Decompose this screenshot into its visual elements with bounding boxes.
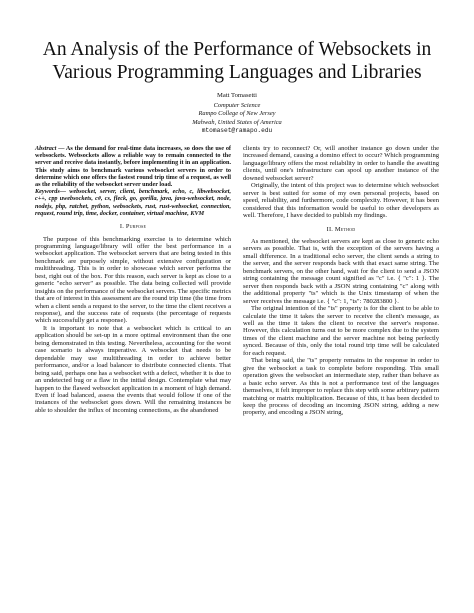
affiliation-location: Mahwah, United States of America	[192, 118, 282, 126]
paragraph: As mentioned, the websocket servers are kept as close to generic echo servers as possible. That is, with the exception of the servers having a small difference. In a traditional echo server, the client sends a string to the server, and the server responds back with that exact same string. The benchmark servers, on the other hand, wait for the client to send a JSON string containing the message count signified as "c" i.e. { "c": 1 }. The server then responds back with a JSON string containing "c" along with the additional property "ts" which is the Unix timestamp of when the server receives the message i.e. { "c": 1, "ts": 780283800 }.	[243, 238, 439, 305]
paragraph: Originally, the intent of this project was to determine which websocket server is best suited for some of my own personal projects, based on speed, reliability, and furthermore, code complexity. However, it has been considered that this information would be useful to other developers as well. Therefore, I have decided to publish my findings.	[243, 182, 439, 220]
paragraph: The purpose of this benchmarking exercise is to determine which programming language/library will offer the best performance in a websocket application. The websocket servers that are being tested in this benchmark are purposely simple, without extensive configuration or multithreading. This is in order to showcase which server performs the best, right out of the box. For this reason, each server is kept as close to a generic "echo server" as possible. The data being collected will provide insights on the performance of the websocket servers. The specific metrics that are of interest in this assessment are the round trip time (the time from when a client sends a request to the server, to the time the client receives a response), and the success rate of requests (the percentage of requests which successfully get a response).	[35, 235, 231, 325]
abstract	[35, 145, 231, 188]
section-number: I.	[119, 223, 126, 231]
keywords-lead: Keywords	[35, 188, 60, 196]
right-column	[243, 145, 439, 417]
author-email: mtomaset@ramapo.edu	[201, 126, 273, 134]
section-heading-purpose	[35, 223, 231, 230]
paragraph: clients try to reconnect? Or, will another instance go down under the increased demand, causing a domino effect to occur? Which programming language/library offers the most reliability in order to handle the awaiting clients, until one's infrastructure can spool up another instance of the downed websocket server?	[243, 145, 439, 182]
author-block	[35, 92, 439, 135]
keywords-text: — websocket, server, client, benchmark, echo, c, libwebsocket, c++, cpp uwebsockets, c#, cs, fleck, go, gorilla, java, java-websocket, node, nodejs, php, ratchet, python, websockets, rust, rust-websocket, connection, request, round trip, time, docker, container, virtual machine, KVM	[35, 188, 231, 217]
paper-title	[35, 38, 439, 84]
affiliation-college: Rampo College of New Jersey	[198, 110, 276, 118]
abstract-lead: Abstract	[35, 145, 57, 153]
section-heading-method	[243, 226, 439, 233]
left-column	[35, 145, 231, 417]
paragraph: The original intention of the "ts" property is for the client to be able to calculate the time it takes the server to receive the client's message, as well as the time it takes the client to receive the server's response. However, this calculation turns out to be more complex due to the system times of the client machine and the server machine not being perfectly synced. Because of this, only the total round trip time will be calculated for each request.	[243, 305, 439, 357]
two-column-body	[35, 145, 439, 417]
abstract-text: — As the demand for real-time data increases, so does the use of websockets. Websockets allow a reliable way to remain connected to the server and receive data instantly, before implementing it in an application. This study aims to benchmark various websocket servers in order to determine which one offers the fastest round trip time of a request, as well as the reliability of the websocket server under load.	[35, 145, 231, 189]
title-line-1: An Analysis of the Performance of Websockets in	[42, 39, 432, 60]
section-number: II.	[326, 225, 335, 233]
affiliation-dept: Computer Science	[213, 102, 261, 110]
paragraph: It is important to note that a websocket which is critical to an application should be set-up in a more optimal environment than the one being demonstrated in this testing. Nevertheless, accounting for the worst case scenario is always imperative. A websocket that needs to be dependable may use multithreading in order to achieve better performance, and/or a load balancer to distribute connected clients. That being said, perhaps one has a websocket with a defect, whether it is due to an undetected bug or a flaw in the initial design. Contemplate what may happen to the flawed websocket application in a moment of high demand. Even if load balanced, assess the events that would follow if one of the instances of the websocket goes down. Will the remaining instances be able to shoulder the influx of incoming connections, as the abandoned	[35, 324, 231, 414]
title-line-2: Various Programming Languages and Libraries	[52, 62, 422, 83]
section-title: Purpose	[125, 223, 147, 231]
section-title: Method	[334, 225, 356, 233]
author-name: Matt Tomasetti	[217, 92, 257, 99]
keywords	[35, 188, 231, 217]
paragraph: That being said, the "ts" property remains in the response in order to give the websocket a task to complete before responding. This small operation gives the websocket an intermediate step, rather than behave as a basic echo server. As this is not a performance test of the languages themselves, it felt improper to replace this step with some arbitrary pattern matching or matrix multiplication. Because of this, it has been decided to keep the process of decoding an incoming JSON string, adding a new property, and encoding a JSON string,	[243, 357, 439, 417]
